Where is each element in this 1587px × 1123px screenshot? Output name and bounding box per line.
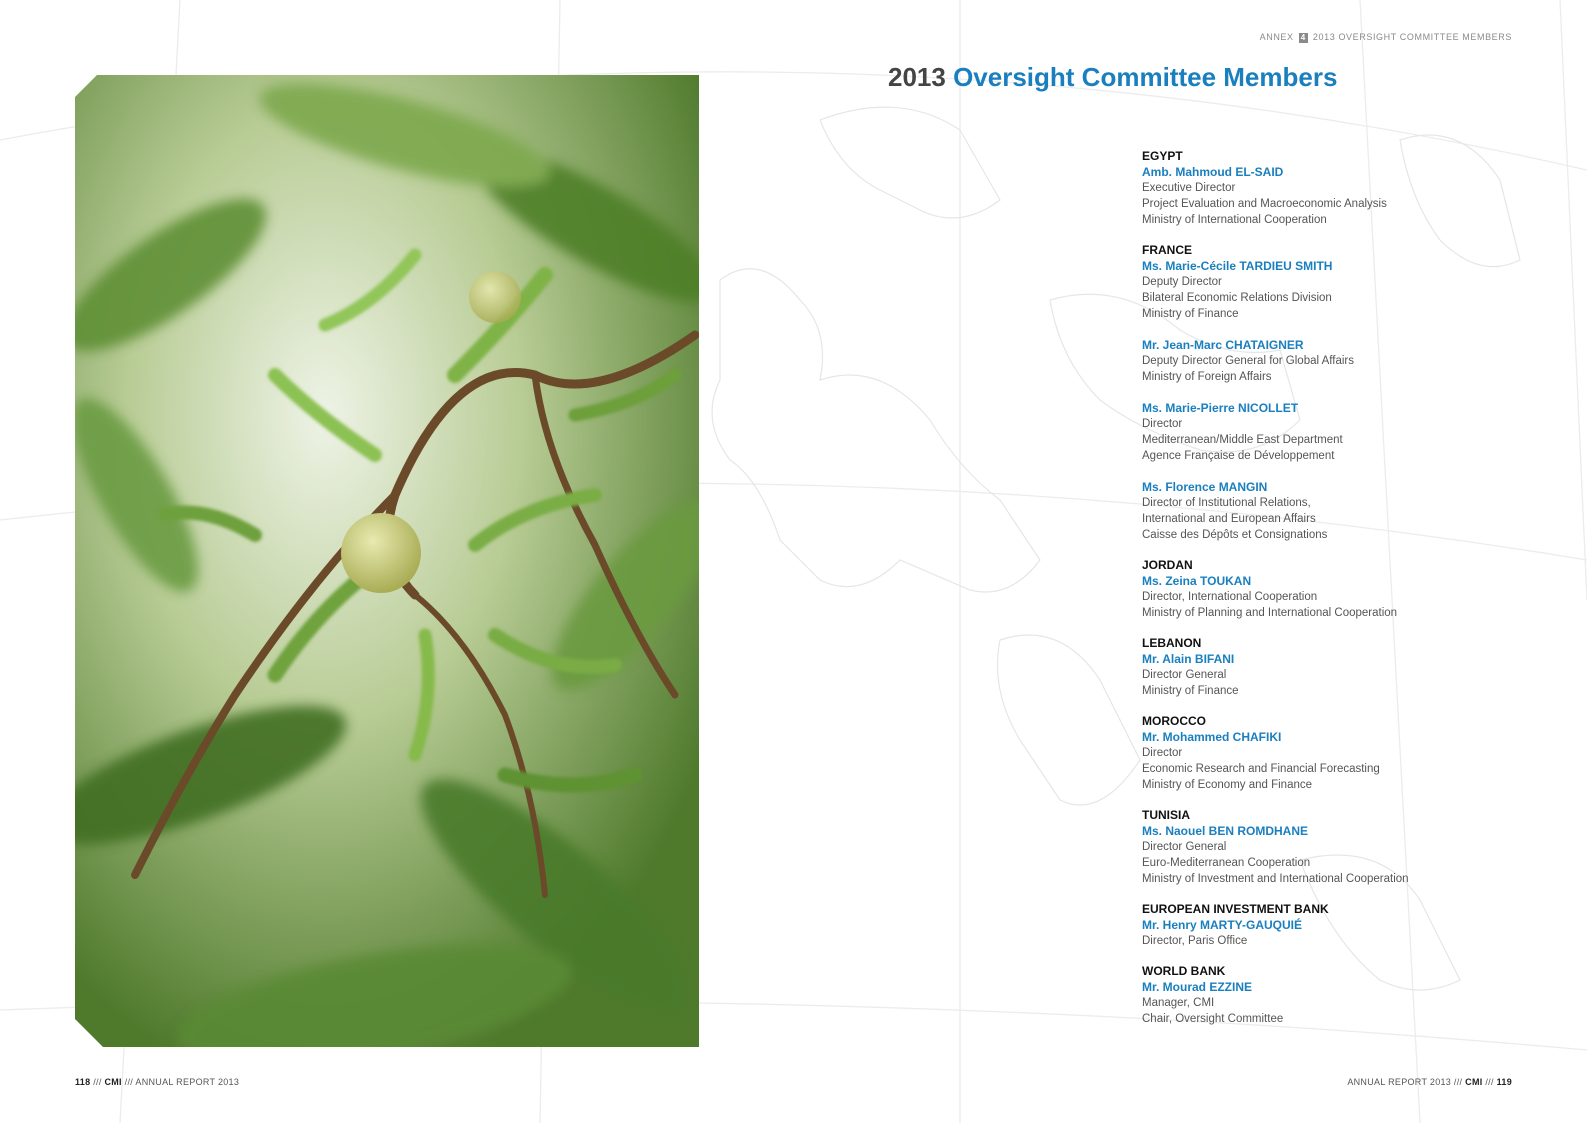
country-heading: FRANCE <box>1142 243 1192 257</box>
country-group <box>1142 148 1542 228</box>
member-title: Director <box>1142 747 1183 759</box>
member-title: Director General <box>1142 841 1227 853</box>
country-heading: EUROPEAN INVESTMENT BANK <box>1142 902 1329 916</box>
footer-brand: CMI <box>1465 1077 1483 1087</box>
footer-left <box>75 1077 239 1087</box>
member-title: Deputy Director <box>1142 276 1222 288</box>
country-group <box>1142 901 1542 949</box>
member-entry <box>1142 258 1542 322</box>
country-heading: LEBANON <box>1142 636 1202 650</box>
members-list <box>1142 148 1542 1041</box>
country-heading: JORDAN <box>1142 558 1193 572</box>
member-entry <box>1142 164 1542 228</box>
member-entry <box>1142 400 1542 464</box>
member-entry <box>1142 823 1542 887</box>
footer-separator: /// <box>1485 1077 1494 1087</box>
member-title: Director, International Cooperation <box>1142 591 1318 603</box>
member-organization: Ministry of Finance <box>1142 685 1239 697</box>
page-number-left: 118 <box>75 1077 91 1087</box>
footer-report-title: ANNUAL REPORT 2013 <box>135 1077 240 1087</box>
member-title: Bilateral Economic Relations Division <box>1142 292 1332 304</box>
member-name: Mr. Jean-Marc CHATAIGNER <box>1142 338 1304 352</box>
member-entry <box>1142 729 1542 793</box>
footer-separator: /// <box>1453 1077 1463 1087</box>
title-year: 2013 <box>888 62 946 92</box>
footer-report-title: ANNUAL REPORT 2013 <box>1347 1077 1452 1087</box>
member-organization: Ministry of International Cooperation <box>1142 214 1327 226</box>
annex-number-badge: 4 <box>1300 33 1306 42</box>
footer-separator: /// <box>124 1077 134 1087</box>
country-group <box>1142 242 1542 543</box>
member-organization: Ministry of Investment and International Cooperation <box>1142 873 1409 885</box>
member-title: Euro-Mediterranean Cooperation <box>1142 857 1311 869</box>
member-organization: Ministry of Economy and Finance <box>1142 779 1313 791</box>
member-title: Mediterranean/Middle East Department <box>1142 434 1343 446</box>
running-header <box>1260 32 1512 43</box>
country-group <box>1142 635 1542 699</box>
country-heading: WORLD BANK <box>1142 964 1226 978</box>
member-name: Mr. Mourad EZZINE <box>1142 980 1253 994</box>
member-name: Ms. Florence MANGIN <box>1142 480 1268 494</box>
country-group <box>1142 807 1542 887</box>
member-name: Amb. Mahmoud EL-SAID <box>1142 165 1284 179</box>
country-group <box>1142 963 1542 1027</box>
country-heading: MOROCCO <box>1142 714 1206 728</box>
member-title: Project Evaluation and Macroeconomic Analysis <box>1142 198 1387 210</box>
member-title: Executive Director <box>1142 182 1236 194</box>
member-entry <box>1142 337 1542 385</box>
header-section-title: 2013 OVERSIGHT COMMITTEE MEMBERS <box>1312 32 1512 42</box>
member-title: Director <box>1142 418 1183 430</box>
member-entry <box>1142 651 1542 699</box>
member-entry <box>1142 979 1542 1027</box>
footer-separator: /// <box>93 1077 102 1087</box>
member-title: Economic Research and Financial Forecasting <box>1142 763 1380 775</box>
member-name: Mr. Mohammed CHAFIKI <box>1142 730 1282 744</box>
title-text: Oversight Committee Members <box>953 62 1338 92</box>
member-title: Deputy Director General for Global Affairs <box>1142 355 1354 367</box>
member-entry <box>1142 917 1542 949</box>
country-heading: EGYPT <box>1142 149 1183 163</box>
member-name: Ms. Zeina TOUKAN <box>1142 574 1252 588</box>
member-title: Director of Institutional Relations, <box>1142 497 1311 509</box>
member-name: Ms. Naouel BEN ROMDHANE <box>1142 824 1309 838</box>
member-organization: Ministry of Planning and International Cooperation <box>1142 607 1398 619</box>
member-name: Ms. Marie-Pierre NICOLLET <box>1142 401 1299 415</box>
country-heading: TUNISIA <box>1142 808 1190 822</box>
country-group <box>1142 713 1542 793</box>
member-name: Mr. Alain BIFANI <box>1142 652 1235 666</box>
member-organization: Ministry of Finance <box>1142 308 1239 320</box>
member-organization: Ministry of Foreign Affairs <box>1142 371 1272 383</box>
member-name: Ms. Marie-Cécile TARDIEU SMITH <box>1142 259 1333 273</box>
member-organization: Agence Française de Développement <box>1142 450 1335 462</box>
footer-right <box>1347 1077 1512 1087</box>
page-number-right: 119 <box>1496 1077 1512 1087</box>
member-name: Mr. Henry MARTY-GAUQUIÉ <box>1142 918 1303 932</box>
header-annex-label: ANNEX <box>1259 32 1294 42</box>
member-entry <box>1142 479 1542 543</box>
member-title: International and European Affairs <box>1142 513 1316 525</box>
country-group <box>1142 557 1542 621</box>
member-entry <box>1142 573 1542 621</box>
footer-brand: CMI <box>104 1077 122 1087</box>
member-title: Chair, Oversight Committee <box>1142 1013 1284 1025</box>
page-title <box>888 62 1337 93</box>
member-organization: Caisse des Dépôts et Consignations <box>1142 529 1328 541</box>
member-title: Manager, CMI <box>1142 997 1215 1009</box>
member-title: Director, Paris Office <box>1142 935 1248 947</box>
almond-branch-photo <box>75 75 699 1047</box>
member-title: Director General <box>1142 669 1227 681</box>
